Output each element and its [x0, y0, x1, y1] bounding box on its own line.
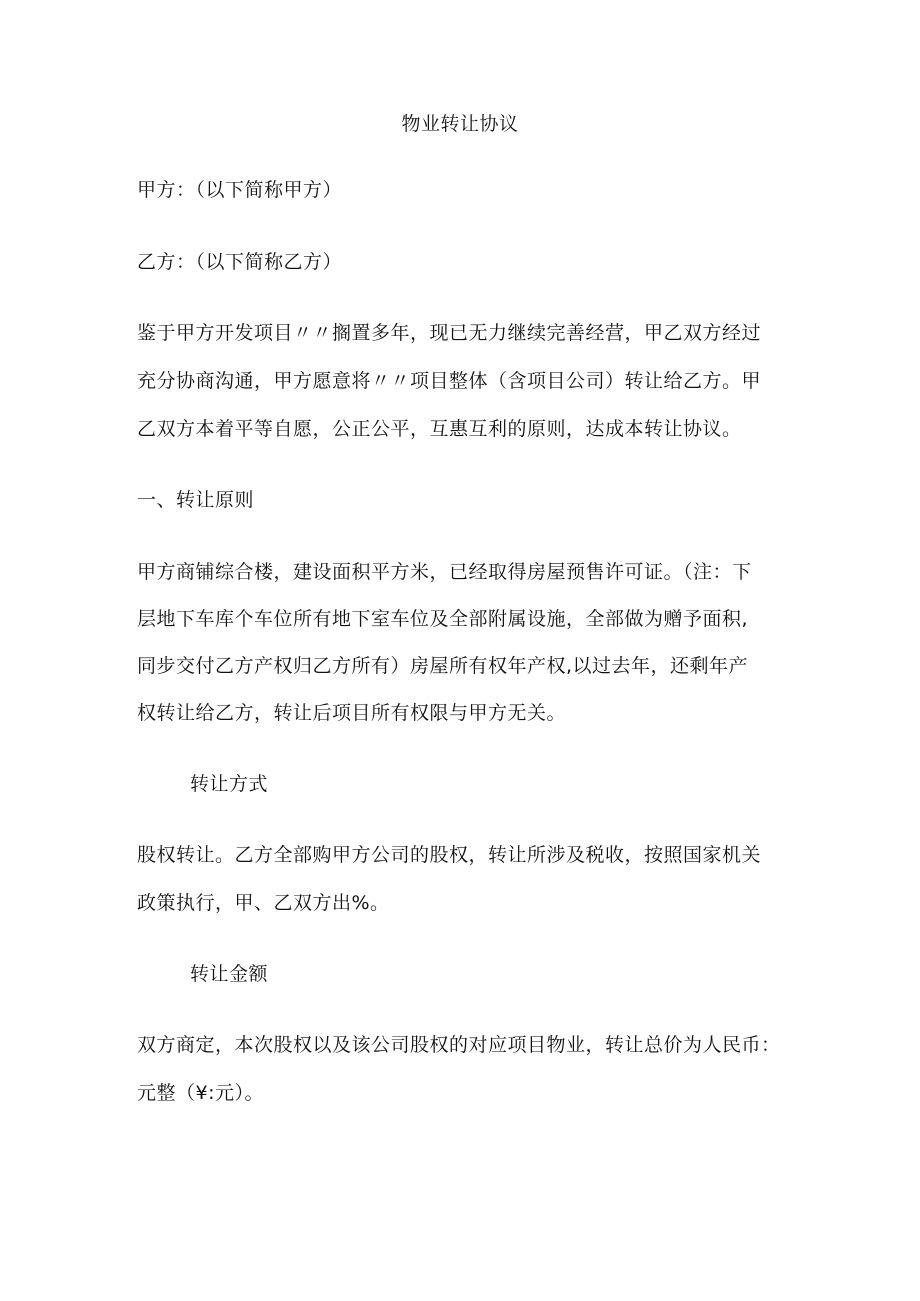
preamble-line-1: 鉴于甲方开发项目〃〃搁置多年，现已无力继续完善经营，甲乙双方经过: [137, 322, 762, 344]
section2-heading: 转让方式: [190, 773, 269, 795]
section2-line-1: 股权转让。乙方全部购甲方公司的股权，转让所涉及税收，按照国家机关: [137, 844, 762, 866]
section1-line-2: 层地下车库个车位所有地下室车位及全部附属设施，全部做为赠予面积,: [137, 608, 749, 630]
party-b-line: 乙方：（以下简称乙方）: [137, 251, 343, 273]
section1-line-4: 权转让给乙方，转让后项目所有权限与甲方无关。: [137, 702, 567, 724]
document-title: 物业转让协议: [401, 113, 519, 135]
preamble-line-3: 乙双方本着平等自愿，公正公平，互惠互利的原则，达成本转让协议。: [137, 418, 742, 440]
section2-line-2: 政策执行，甲、乙双方出%。: [137, 892, 390, 914]
party-a-line: 甲方：（以下简称甲方）: [137, 179, 343, 201]
preamble-line-2: 充分协商沟通，甲方愿意将〃〃项目整体（含项目公司）转让给乙方。甲: [137, 370, 762, 392]
section3-line-1: 双方商定，本次股权以及该公司股权的对应项目物业，转让总价为人民币：: [137, 1034, 781, 1056]
section1-line-3: 同步交付乙方产权归乙方所有）房屋所有权年产权,以过去年，还剩年产: [137, 655, 749, 677]
section3-line-2: 元整（¥:元）。: [137, 1082, 264, 1104]
section1-heading: 一、转让原则: [137, 489, 255, 511]
section1-line-1: 甲方商铺综合楼，建设面积平方米，已经取得房屋预售许可证。（注：下: [137, 561, 752, 583]
section3-heading: 转让金额: [190, 963, 269, 985]
